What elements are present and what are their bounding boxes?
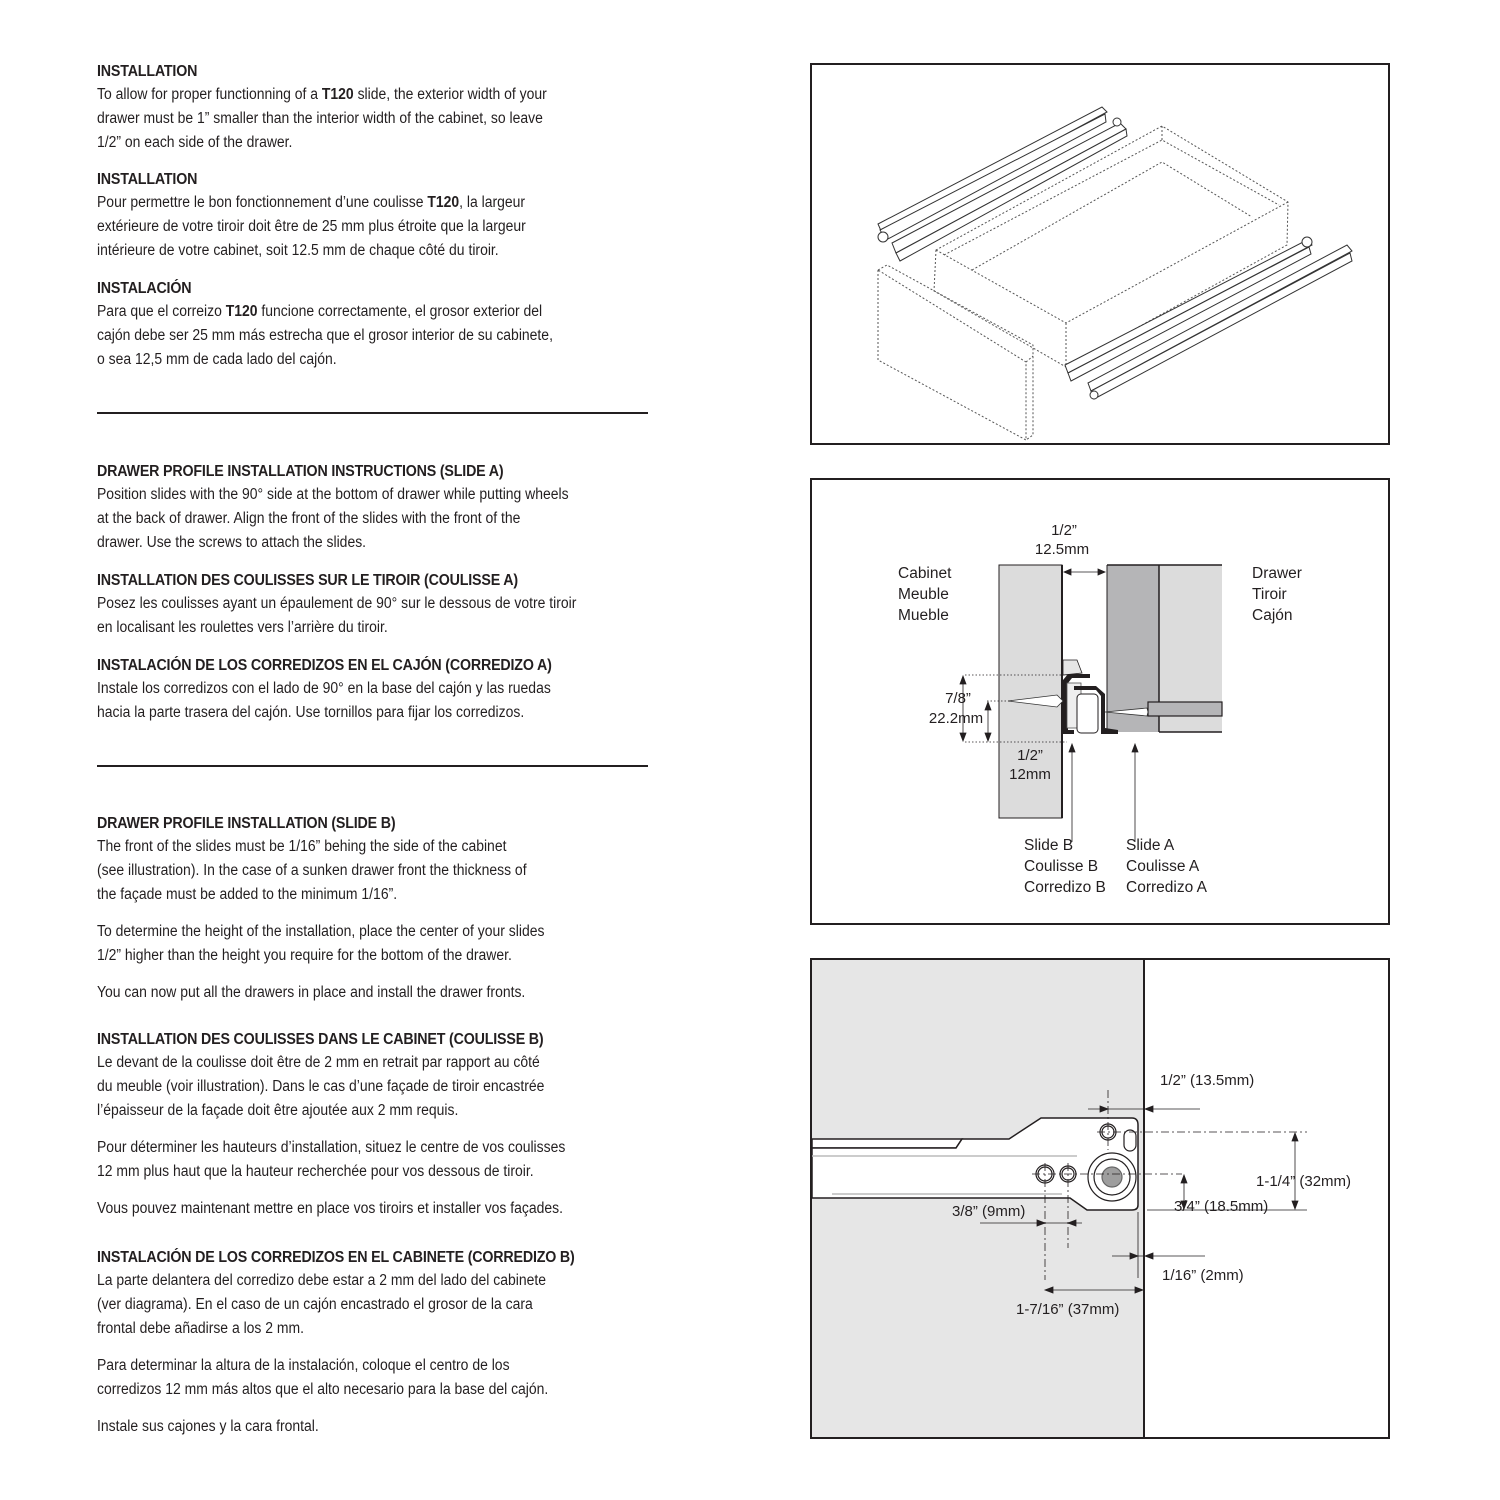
cabinet-label-es: Mueble — [898, 607, 949, 624]
heading: INSTALACIÓN — [97, 280, 192, 297]
paragraph — [97, 83, 682, 155]
drawer-bottom — [1148, 702, 1222, 716]
slide-b-label-es: Corredizo B — [1024, 879, 1106, 896]
slide-b-label-en: Slide B — [1024, 837, 1074, 854]
slide-detail-illustration — [812, 960, 1388, 1437]
heading: INSTALLATION DES COULISSES DANS LE CABINET (COULISSE B) — [97, 1031, 544, 1048]
installation-en — [97, 60, 687, 155]
gap-inch-label: 1/2” — [1051, 522, 1077, 539]
figure-drawer-isometric — [810, 63, 1390, 445]
figure-slide-detail — [810, 958, 1390, 1439]
drawer-label-fr: Tiroir — [1252, 586, 1287, 603]
slide-a-label-es: Corredizo A — [1126, 879, 1207, 896]
figure-profile-section — [810, 478, 1390, 925]
slide-b-label-fr: Coulisse B — [1024, 858, 1099, 875]
model-number: T120 — [321, 86, 354, 103]
drawer-isometric-illustration — [812, 65, 1388, 443]
text: Para que el correizo — [97, 303, 226, 320]
drawer-box — [934, 126, 1288, 367]
dim-height-label: 1-1/4” (32mm) — [1256, 1173, 1352, 1190]
dim-hole-from-front-label: 1-7/16” (37mm) — [1016, 1301, 1120, 1318]
paragraph — [97, 191, 682, 263]
slide-b-es — [97, 1246, 687, 1439]
slide-a-en — [97, 460, 687, 555]
paragraph: Posez les coulisses ayant un épaulement de 90° sur le dessous de votre tiroir en localisant les roulettes vers l’arrière du tiroir. — [97, 595, 577, 636]
drawer-label-es: Cajón — [1252, 607, 1293, 624]
installation-es — [97, 277, 687, 372]
paragraph: Instale los corredizos con el lado de 90° en la base del cajón y las ruedas hacia la parte trasera del cajón. Use tornillos para fijar los corredizos. — [97, 680, 551, 721]
paragraph: La parte delantera del corredizo debe estar a 2 mm del lado del cabinete (ver diagrama). En el caso de un cajón encastrado el grosor de la cara frontal debe añadirse a los 2 mm. — [97, 1272, 547, 1337]
slide-b-en — [97, 812, 687, 1005]
divider — [97, 412, 648, 414]
slide-pair-left — [878, 107, 1127, 261]
height-inch-label: 7/8” — [945, 690, 971, 707]
center-mm-label: 12mm — [1009, 766, 1051, 783]
heading: INSTALACIÓN DE LOS CORREDIZOS EN EL CABINETE (CORREDIZO B) — [97, 1249, 575, 1266]
profile-section-illustration — [812, 480, 1388, 923]
heading: DRAWER PROFILE INSTALLATION (SLIDE B) — [97, 815, 396, 832]
heading: INSTALLATION — [97, 171, 198, 188]
heading: INSTALACIÓN DE LOS CORREDIZOS EN EL CAJÓN (CORREDIZO A) — [97, 657, 552, 674]
gap-mm-label: 12.5mm — [1034, 541, 1090, 558]
slide-a-fr — [97, 569, 687, 640]
heading: DRAWER PROFILE INSTALLATION INSTRUCTIONS (SLIDE A) — [97, 463, 504, 480]
text: funcione correctamente, el grosor exterior del cajón debe ser 25 mm más estrecha que el grosor interior de su cabinete, o sea 12,5 mm de cada lado del cajón. — [97, 303, 553, 368]
paragraph: Instale sus cajones y la cara frontal. — [97, 1418, 319, 1435]
slide-pair-right — [1065, 237, 1352, 399]
drawer-label-en: Drawer — [1252, 565, 1302, 582]
text: Pour permettre le bon fonctionnement d’une coulisse — [97, 194, 428, 211]
cabinet-label-fr: Meuble — [898, 586, 949, 603]
center-inch-label: 1/2” — [1017, 747, 1043, 764]
heading: INSTALLATION DES COULISSES SUR LE TIROIR (COULISSE A) — [97, 572, 518, 589]
slide-a-es — [97, 654, 687, 725]
installation-fr — [97, 168, 687, 263]
slide-b-fr — [97, 1028, 687, 1221]
text: , la largeur extérieure de votre tiroir doit être de 25 mm plus étroite que la largeur intérieure de votre cabinet, soit 12.5 mm de chaque côté du tiroir. — [97, 194, 526, 259]
dim-setback-label: 1/16” (2mm) — [1162, 1267, 1244, 1284]
paragraph: Le devant de la coulisse doit être de 2 mm en retrait par rapport au côté du meuble (voir illustration). Dans le cas d’une façade de tiroir encastrée l’épaisseur de la façade doit être ajoutée aux 2 mm requis. — [97, 1054, 545, 1119]
slot-hole — [1124, 1130, 1136, 1151]
text: slide, the exterior width of your drawer must be 1” smaller than the interior width of the cabinet, so leave 1/2” on each side of the drawer. — [97, 86, 547, 151]
paragraph: Para determinar la altura de la instalación, coloque el centro de los corredizos 12 mm más altos que el alto necesario para la base del cajón. — [97, 1357, 549, 1398]
paragraph: Pour déterminer les hauteurs d’installation, situez le centre de vos coulisses 12 mm plus haut que la hauteur recherchée pour vos dessous de tiroir. — [97, 1139, 566, 1180]
paragraph: To determine the height of the installation, place the center of your slides 1/2” higher than the height you require for the bottom of the drawer. — [97, 923, 545, 964]
paragraph: Position slides with the 90° side at the bottom of drawer while putting wheels at the back of drawer. Align the front of the slides with the front of the drawer. Use the screws to attach the slides. — [97, 486, 569, 551]
model-number: T120 — [225, 303, 258, 320]
paragraph: Vous pouvez maintenant mettre en place vos tiroirs et installer vos façades. — [97, 1200, 564, 1217]
cabinet-label-en: Cabinet — [898, 565, 952, 582]
paragraph — [97, 300, 682, 372]
heading: INSTALLATION — [97, 63, 198, 80]
height-mm-label: 22.2mm — [928, 710, 984, 727]
slide-upper-rail — [812, 1139, 962, 1148]
dim-center-label: 3/4” (18.5mm) — [1174, 1198, 1269, 1215]
paragraph: You can now put all the drawers in place and install the drawer fronts. — [97, 984, 526, 1001]
slide-a-label-en: Slide A — [1126, 837, 1175, 854]
dim-top-label: 1/2” (13.5mm) — [1160, 1072, 1255, 1089]
paragraph: The front of the slides must be 1/16” behing the side of the cabinet (see illustration). In the case of a sunken drawer front the thickness of the façade must be added to the minimum 1/16”. — [97, 838, 527, 903]
model-number: T120 — [427, 194, 460, 211]
dim-hole-spacing-label: 3/8” (9mm) — [952, 1203, 1026, 1220]
slide-a-label-fr: Coulisse A — [1126, 858, 1200, 875]
text: To allow for proper functionning of a — [97, 86, 322, 103]
divider — [97, 765, 648, 767]
